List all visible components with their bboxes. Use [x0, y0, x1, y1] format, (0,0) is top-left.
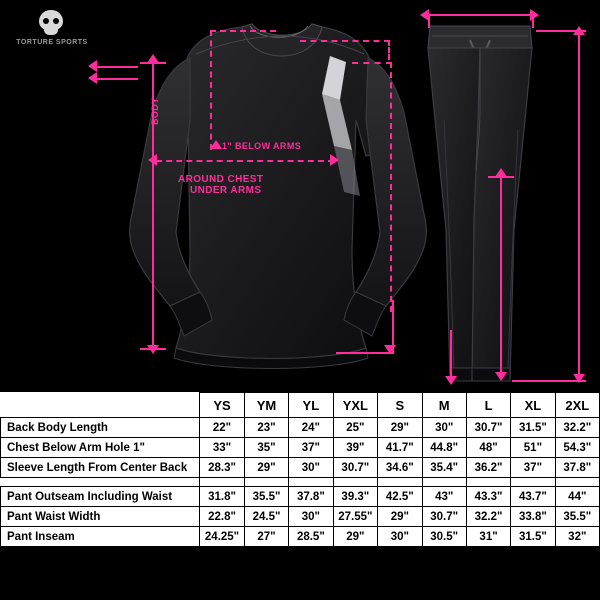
row-label-pant-inseam: Pant Inseam [1, 527, 200, 547]
size-header-xl: XL [511, 393, 555, 418]
cell: 33.8" [511, 507, 555, 527]
row-label-chest-below-arm-hole: Chest Below Arm Hole 1" [1, 438, 200, 458]
size-chart-table [0, 392, 600, 547]
table-group-spacer [1, 478, 600, 487]
sleeve-top-dash [352, 62, 392, 64]
cell: 43" [422, 487, 466, 507]
spacer-cell [333, 478, 378, 487]
outseam-bottom-tick [512, 380, 586, 382]
cell: 29" [333, 527, 378, 547]
shoulder-dashed-drop [388, 40, 390, 60]
table-body [1, 418, 600, 547]
cell: 51" [511, 438, 555, 458]
outseam-line [578, 34, 580, 378]
cell: 34.6" [378, 458, 422, 478]
cell: 35.4" [422, 458, 466, 478]
cell: 37" [511, 458, 555, 478]
cell: 35.5" [555, 507, 599, 527]
table-corner-cell [1, 393, 200, 418]
row-label-pant-outseam: Pant Outseam Including Waist [1, 487, 200, 507]
table-row [1, 438, 600, 458]
table-row [1, 487, 600, 507]
inseam-arrow-down [495, 372, 507, 381]
cell: 32.2" [466, 507, 510, 527]
collar-dashed-horizontal [210, 30, 276, 32]
size-header-l: L [466, 393, 510, 418]
cell: 30.5" [422, 527, 466, 547]
chest-arrow-right [330, 154, 339, 166]
cell: 29" [244, 458, 288, 478]
cell: 54.3" [555, 438, 599, 458]
cell: 29" [378, 418, 422, 438]
cell: 22.8" [200, 507, 245, 527]
size-header-yl: YL [289, 393, 333, 418]
cell: 43.3" [466, 487, 510, 507]
table-header-row [1, 393, 600, 418]
size-header-s: S [378, 393, 422, 418]
chest-arrow-left [148, 154, 157, 166]
cell: 42.5" [378, 487, 422, 507]
left-guide-arrow-1 [88, 60, 97, 72]
cell: 39" [333, 438, 378, 458]
body-length-top-tick [140, 62, 166, 64]
cell: 33" [200, 438, 245, 458]
cell: 30" [289, 507, 333, 527]
label-below-arms: 1" BELOW ARMS [222, 141, 302, 151]
size-header-ym: YM [244, 393, 288, 418]
cell: 30" [289, 458, 333, 478]
cell: 41.7" [378, 438, 422, 458]
size-header-yxl: YXL [333, 393, 378, 418]
table-row [1, 527, 600, 547]
collar-dashed-vertical [210, 30, 212, 150]
size-header-ys: YS [200, 393, 245, 418]
outseam-top-tick [536, 30, 586, 32]
table-row [1, 458, 600, 478]
cell: 31.8" [200, 487, 245, 507]
cell: 24" [289, 418, 333, 438]
inseam-top-tick [488, 176, 514, 178]
cell: 37.8" [555, 458, 599, 478]
cell: 27.55" [333, 507, 378, 527]
sleeve-bottom-bracket [392, 300, 394, 352]
spacer-cell [1, 478, 200, 487]
cell: 31.5" [511, 418, 555, 438]
cell: 30" [378, 527, 422, 547]
cell: 23" [244, 418, 288, 438]
cell: 37.8" [289, 487, 333, 507]
cell: 48" [466, 438, 510, 458]
cell: 32" [555, 527, 599, 547]
cell: 30.7" [466, 418, 510, 438]
cell: 31.5" [511, 527, 555, 547]
left-guide-line-2 [96, 78, 138, 80]
waist-tick-right [532, 14, 534, 28]
row-label-sleeve-length: Sleeve Length From Center Back [1, 458, 200, 478]
left-hem-arrow [445, 376, 457, 385]
table-row [1, 507, 600, 527]
cell: 22" [200, 418, 245, 438]
left-guide-arrow-2 [88, 72, 97, 84]
body-length-bottom-tick [140, 348, 166, 350]
sleeve-arrow-down [384, 345, 396, 354]
spacer-cell [422, 478, 466, 487]
cell: 24.25" [200, 527, 245, 547]
brand-wordmark: TORTURE SPORTS [16, 39, 88, 46]
cell: 44" [555, 487, 599, 507]
cell: 24.5" [244, 507, 288, 527]
sleeve-length-dash [390, 62, 392, 312]
cell: 39.3" [333, 487, 378, 507]
label-under-arms: UNDER ARMS [190, 185, 262, 196]
waist-width-line [428, 14, 534, 16]
below-arms-arrow [210, 140, 222, 149]
spacer-cell [378, 478, 422, 487]
table-row [1, 418, 600, 438]
shoulder-dashed-line [300, 40, 390, 42]
chest-dashed-line [156, 160, 334, 162]
waist-tick-left [428, 14, 430, 28]
cell: 30.7" [422, 507, 466, 527]
cell: 43.7" [511, 487, 555, 507]
left-guide-line-1 [96, 66, 138, 68]
size-header-2xl: 2XL [555, 393, 599, 418]
label-body: BODY [150, 97, 160, 125]
cell: 30.7" [333, 458, 378, 478]
row-label-back-body-length: Back Body Length [1, 418, 200, 438]
cell: 25" [333, 418, 378, 438]
spacer-cell [244, 478, 288, 487]
label-around-chest: AROUND CHEST [178, 174, 264, 185]
cell: 35" [244, 438, 288, 458]
inseam-line [500, 176, 502, 376]
spacer-cell [200, 478, 245, 487]
cell: 31" [466, 527, 510, 547]
cell: 30" [422, 418, 466, 438]
cell: 29" [378, 507, 422, 527]
size-header-m: M [422, 393, 466, 418]
spacer-cell [555, 478, 599, 487]
table-header [1, 393, 600, 418]
spacer-cell [289, 478, 333, 487]
spacer-cell [466, 478, 510, 487]
cell: 37" [289, 438, 333, 458]
row-label-pant-waist-width: Pant Waist Width [1, 507, 200, 527]
cell: 28.3" [200, 458, 245, 478]
cell: 28.5" [289, 527, 333, 547]
cell: 32.2" [555, 418, 599, 438]
spacer-cell [511, 478, 555, 487]
cell: 36.2" [466, 458, 510, 478]
cell: 27" [244, 527, 288, 547]
cell: 44.8" [422, 438, 466, 458]
left-hem-line [450, 330, 452, 380]
cell: 35.5" [244, 487, 288, 507]
